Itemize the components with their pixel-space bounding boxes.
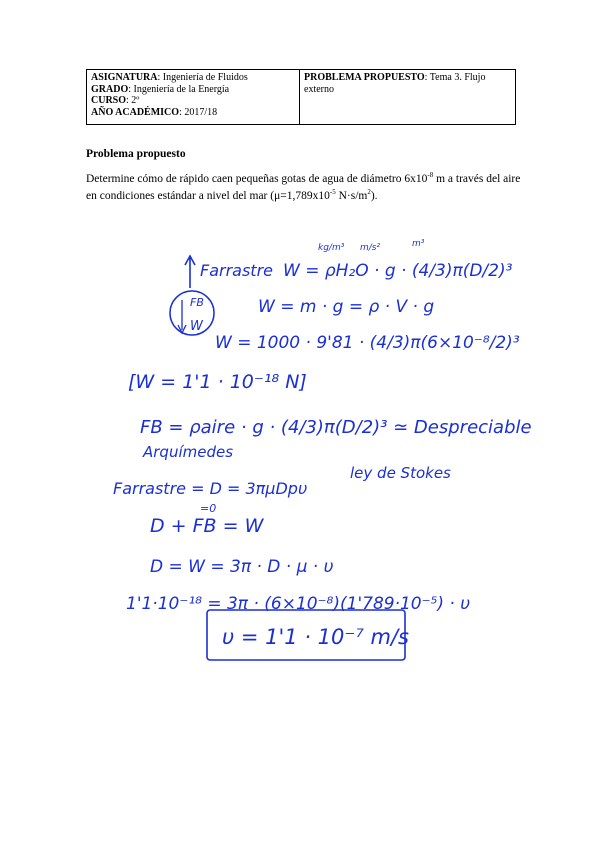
weight-mass-equation: W = m · g = ρ · V · g: [258, 297, 435, 317]
header-right-cell: PROBLEMA PROPUESTO: Tema 3. Flujo externo: [304, 72, 486, 95]
note-m3: m³: [412, 239, 425, 249]
up-arrow-icon: [185, 256, 195, 288]
stokes-drag-equation: Farrastre = D = 3πμDpυ: [113, 479, 308, 498]
velocity-result: υ = 1'1 · 10⁻⁷ m/s: [222, 625, 409, 649]
drag-label: Farrastre: [200, 261, 273, 280]
header-year: AÑO ACADÉMICO: 2017/18: [91, 106, 218, 118]
archimedes-label: Arquímedes: [143, 443, 234, 461]
down-arrow-icon: [178, 300, 186, 333]
note-kg-m3: kg/m³: [318, 243, 345, 253]
note-m-s2: m/s²: [360, 243, 381, 253]
weight-numeric-equation: W = 1000 · 9'81 · (4/3)π(6×10⁻⁸/2)³: [215, 333, 520, 353]
buoyancy-label: FB: [190, 296, 204, 309]
weight-label: W: [190, 319, 203, 334]
weight-equation: W = ρH₂O · g · (4/3)π(D/2)³: [283, 261, 513, 281]
force-balance: D + FB = W: [150, 515, 264, 537]
header-course: CURSO: 2º: [91, 95, 140, 106]
header-subject: ASIGNATURA: Ingeniería de Fluidos: [91, 72, 248, 83]
header-degree: GRADO: Ingeniería de la Energía: [91, 83, 230, 95]
problem-statement: Determine cómo de rápido caen pequeñas gotas de agua de diámetro $6x10^{-8}$ m a través del aire en condiciones estándar a nivel del mar ($\mu=1,789x10^{-5}$ $N\cdot s/m^2$).: [86, 171, 521, 202]
drag-equals-weight: D = W = 3π · D · μ · υ: [150, 557, 334, 577]
stokes-law-label: ley de Stokes: [350, 464, 451, 482]
weight-result: [W = 1'1 · 10⁻¹⁸ N]: [128, 371, 307, 393]
velocity-equation: 1'1·10⁻¹⁸ = 3π · (6×10⁻⁸)(1'789·10⁻⁵) · υ: [126, 594, 471, 614]
zero-note: =0: [200, 502, 217, 515]
buoyancy-equation: FB = ρaire · g · (4/3)π(D/2)³ ≃ Despreciable: [140, 417, 532, 438]
section-title: Problema propuesto: [86, 148, 186, 160]
